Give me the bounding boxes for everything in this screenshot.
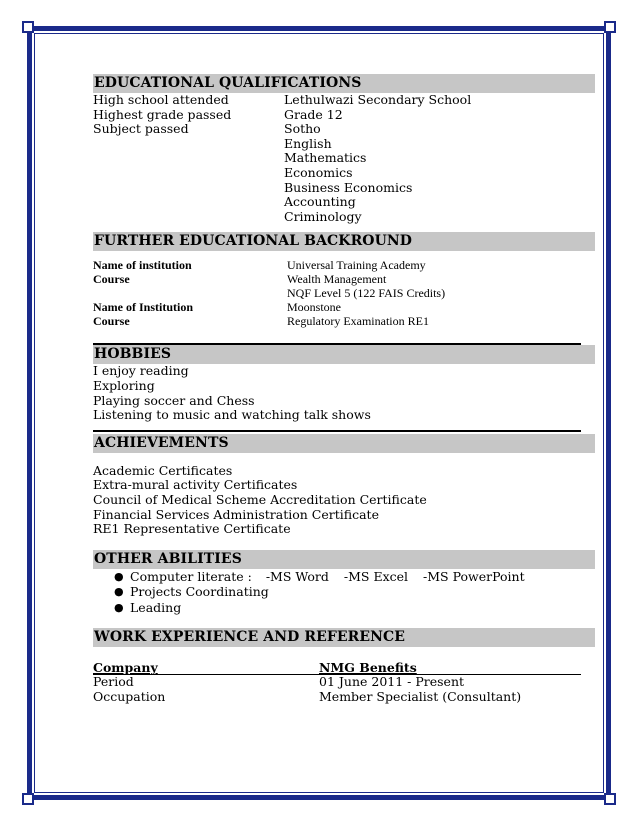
- educational-row: [93, 210, 595, 225]
- row-label: Occupation: [93, 688, 166, 704]
- software-item: -MS Word: [265, 568, 329, 584]
- bullet-icon: ●: [114, 585, 124, 599]
- row-label: Subject passed: [93, 121, 189, 137]
- row-value: Sotho: [284, 121, 321, 137]
- ability-item-computer: [93, 569, 595, 585]
- hobby-item: Playing soccer and Chess: [93, 392, 255, 408]
- ability-label: Projects Coordinating: [130, 584, 269, 600]
- row-value: Criminology: [284, 208, 362, 224]
- row-label: Course: [93, 314, 130, 329]
- row-label: High school attended: [93, 92, 229, 107]
- achievements-list: [93, 464, 595, 537]
- further-row: [93, 314, 595, 328]
- educational-row: [93, 166, 595, 181]
- row-value: NQF Level 5 (122 FAIS Credits): [287, 286, 446, 301]
- work-row: [93, 675, 595, 690]
- row-value: Lethulwazi Secondary School: [284, 92, 472, 107]
- border-corner-ornament: [22, 793, 34, 805]
- row-value: 01 June 2011 - Present: [319, 674, 465, 690]
- educational-row: [93, 181, 595, 196]
- row-value: Member Specialist (Consultant): [319, 688, 522, 704]
- achievement-item: Extra-mural activity Certificates: [93, 477, 298, 493]
- work-company-row: [93, 660, 595, 675]
- section-heading-educational: EDUCATIONAL QUALIFICATIONS: [93, 74, 595, 93]
- achievement-item: Council of Medical Scheme Accreditation Certificate: [93, 491, 427, 507]
- row-value: Regulatory Examination RE1: [287, 314, 429, 329]
- further-row: [93, 300, 595, 314]
- educational-list: [93, 93, 595, 224]
- bullet-icon: ●: [114, 569, 124, 583]
- ability-label: Leading: [130, 599, 182, 615]
- educational-row: [93, 151, 595, 166]
- row-label: Course: [93, 272, 130, 287]
- further-row: [93, 286, 595, 300]
- bullet-icon: ●: [114, 600, 124, 614]
- work-row: [93, 690, 595, 705]
- hobby-item: Listening to music and watching talk shows: [93, 407, 371, 423]
- section-heading-work-experience: WORK EXPERIENCE AND REFERENCE: [93, 628, 595, 647]
- hobbies-list: [93, 364, 595, 422]
- row-label: Highest grade passed: [93, 106, 232, 122]
- company-value: NMG Benefits: [319, 660, 417, 676]
- software-item: -MS Excel: [343, 568, 409, 584]
- computer-literate-label: Computer literate :: [130, 568, 252, 584]
- ability-item: [93, 584, 595, 600]
- row-value: Grade 12: [284, 106, 343, 122]
- row-value: Universal Training Academy: [287, 258, 426, 273]
- further-row: [93, 258, 595, 272]
- abilities-list: [93, 569, 595, 616]
- achievement-item: RE1 Representative Certificate: [93, 521, 291, 537]
- achievement-item: Academic Certificates: [93, 462, 233, 478]
- section-heading-hobbies: HOBBIES: [93, 345, 595, 364]
- educational-row: [93, 195, 595, 210]
- border-corner-ornament: [22, 21, 34, 33]
- achievement-item: Financial Services Administration Certificate: [93, 506, 379, 522]
- hobby-item: I enjoy reading: [93, 363, 189, 379]
- hobby-item: Exploring: [93, 377, 155, 393]
- ability-item: [93, 600, 595, 616]
- row-value: Accounting: [284, 194, 356, 210]
- row-label: Name of Institution: [93, 300, 194, 315]
- educational-row: [93, 93, 595, 108]
- row-value: Wealth Management: [287, 272, 387, 287]
- border-corner-ornament: [604, 21, 616, 33]
- further-row: [93, 272, 595, 286]
- row-value: Economics: [284, 164, 353, 180]
- row-value: Mathematics: [284, 150, 367, 166]
- row-value: Moonstone: [287, 300, 341, 315]
- row-label: Name of institution: [93, 258, 192, 273]
- company-label: Company: [93, 660, 158, 676]
- resume-content: [93, 74, 595, 704]
- section-heading-further-education: FURTHER EDUCATIONAL BACKROUND: [93, 232, 595, 251]
- row-value: Business Economics: [284, 179, 413, 195]
- row-label: Period: [93, 674, 134, 690]
- software-item: -MS PowerPoint: [423, 568, 525, 584]
- border-corner-ornament: [604, 793, 616, 805]
- educational-row: [93, 137, 595, 152]
- row-value: English: [284, 135, 332, 151]
- section-heading-other-abilities: OTHER ABILITIES: [93, 550, 595, 569]
- section-heading-achievements: ACHIEVEMENTS: [93, 434, 595, 453]
- educational-row: [93, 108, 595, 123]
- further-education-list: [93, 258, 595, 328]
- educational-row: [93, 122, 595, 137]
